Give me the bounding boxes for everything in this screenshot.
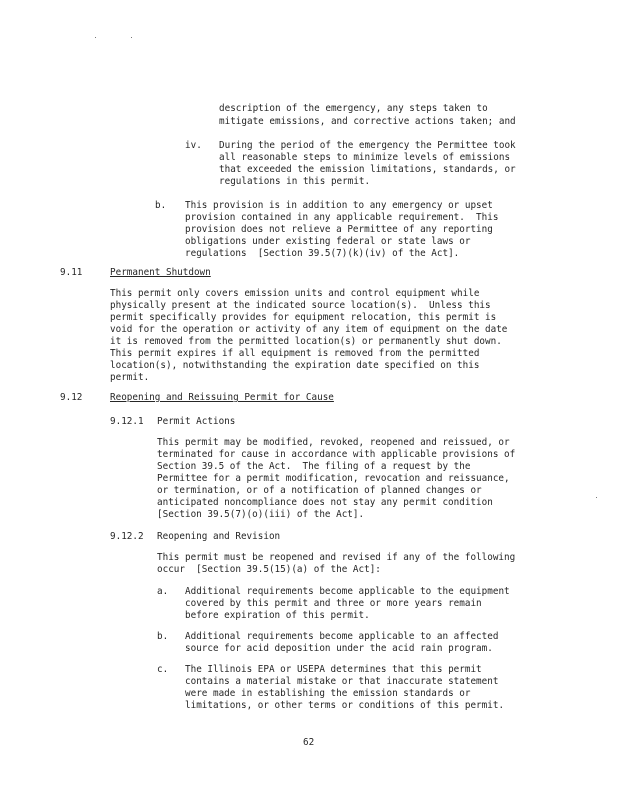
text-line: Permittee for a permit modification, revocation and reissuance, (157, 473, 510, 484)
subsection-number: 9.12.2 (110, 531, 144, 542)
page-number: 62 (303, 737, 315, 748)
text-line: permit specifically provides for equipment relocation, this permit is (110, 312, 497, 323)
scan-speck (95, 37, 96, 38)
text-line: This permit must be reopened and revised if any of the following (157, 552, 516, 563)
text-line: location(s), notwithstanding the expiration date specified on this (110, 360, 480, 371)
text-line: regulations [Section 39.5(7)(k)(iv) of the Act]. (185, 248, 460, 259)
text-line: Additional requirements become applicable to the equipment (185, 586, 510, 597)
text-line: regulations in this permit. (219, 176, 371, 187)
section-number: 9.12 (60, 392, 83, 403)
text-line: anticipated noncompliance does not stay any permit condition (157, 497, 493, 508)
text-line: provision does not relieve a Permittee of any reporting (185, 224, 493, 235)
text-line: provision contained in any applicable requirement. This (185, 212, 499, 223)
section-number: 9.11 (60, 267, 83, 278)
text-line: contains a material mistake or that inaccurate statement (185, 676, 499, 687)
subsection-heading: Reopening and Revision (157, 531, 281, 542)
text-line: Section 39.5 of the Act. The filing of a request by the (157, 461, 471, 472)
text-line: The Illinois EPA or USEPA determines that this permit (185, 664, 482, 675)
subsection-heading: Permit Actions (157, 416, 236, 427)
text-line: This permit expires if all equipment is removed from the permitted (110, 348, 480, 359)
text-line: This permit may be modified, revoked, reopened and reissued, or (157, 437, 510, 448)
text-line: occur [Section 39.5(15)(a) of the Act]: (157, 564, 381, 575)
text-line: This provision is in addition to any emergency or upset (185, 200, 493, 211)
text-line: all reasonable steps to minimize levels of emissions (219, 152, 511, 163)
text-line: During the period of the emergency the Permittee took (219, 140, 516, 151)
text-line: physically present at the indicated source location(s). Unless this (110, 300, 491, 311)
text-line: or termination, or of a notification of planned changes or (157, 485, 482, 496)
text-line: This permit only covers emission units and control equipment while (110, 288, 480, 299)
text-line: source for acid deposition under the acid rain program. (185, 643, 493, 654)
section-heading: Permanent Shutdown (110, 267, 211, 278)
list-marker: b. (155, 200, 167, 211)
subsection-number: 9.12.1 (110, 416, 144, 427)
text-line: void for the operation or activity of any item of equipment on the date (110, 324, 508, 335)
scan-speck (596, 497, 597, 498)
text-line: terminated for cause in accordance with applicable provisions of (157, 449, 516, 460)
text-line: it is removed from the permitted location(s) or permanently shut down. (110, 336, 502, 347)
list-marker: c. (157, 664, 169, 675)
scan-speck (131, 37, 132, 38)
list-marker: b. (157, 631, 169, 642)
text-line: before expiration of this permit. (185, 610, 370, 621)
text-line: mitigate emissions, and corrective actions taken; and (219, 116, 516, 127)
text-line: permit. (110, 372, 150, 383)
text-line: obligations under existing federal or state laws or (185, 236, 471, 247)
text-line: [Section 39.5(7)(o)(iii) of the Act]. (157, 509, 365, 520)
list-marker: iv. (185, 140, 202, 151)
text-line: that exceeded the emission limitations, standards, or (219, 164, 516, 175)
text-line: description of the emergency, any steps taken to (219, 103, 488, 114)
list-marker: a. (157, 586, 169, 597)
text-line: Additional requirements become applicable to an affected (185, 631, 499, 642)
text-line: limitations, or other terms or conditions of this permit. (185, 700, 505, 711)
text-line: were made in establishing the emission standards or (185, 688, 471, 699)
section-heading: Reopening and Reissuing Permit for Cause (110, 392, 334, 403)
text-line: covered by this permit and three or more years remain (185, 598, 482, 609)
